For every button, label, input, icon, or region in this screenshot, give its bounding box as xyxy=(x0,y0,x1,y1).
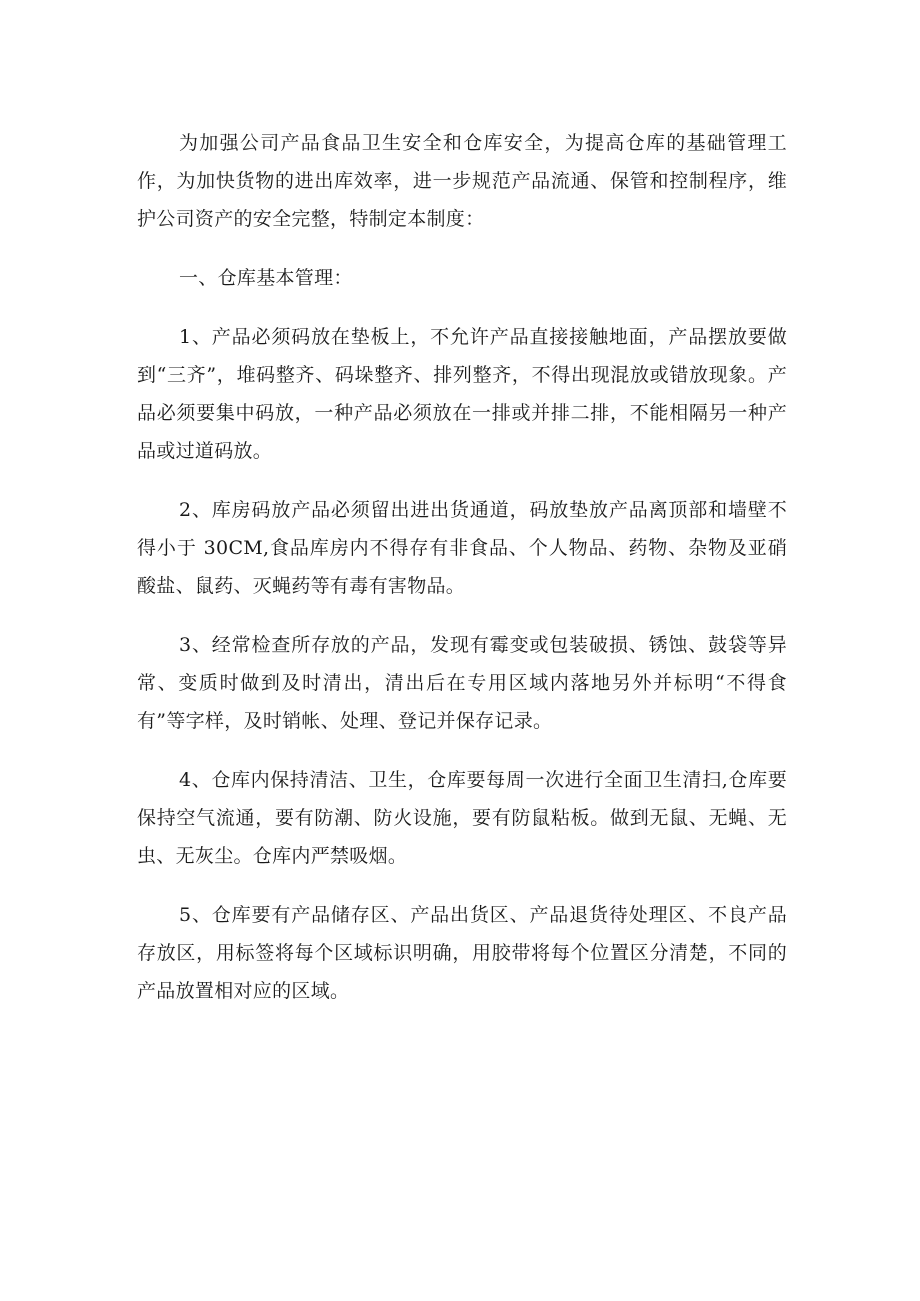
document-body xyxy=(137,124,787,1031)
rule-paragraph-2: 2、库房码放产品必须留出进出货通道，码放垫放产品离顶部和墙壁不得小于 30CM,食品库房内不得存有非食品、个人物品、药物、杂物及亚硝酸盐、鼠药、灭蝇药等有毒有害物品。 xyxy=(137,499,787,597)
rule-paragraph-4: 4、仓库内保持清洁、卫生，仓库要每周一次进行全面卫生清扫,仓库要保持空气流通，要有防潮、防火设施，要有防鼠粘板。做到无鼠、无蝇、无虫、无灰尘。仓库内严禁吸烟。 xyxy=(137,769,787,867)
rule-paragraph-3: 3、经常检查所存放的产品，发现有霉变或包装破损、锈蚀、鼓袋等异常、变质时做到及时清出，清出后在专用区域内落地另外并标明“不得食有”等字样，及时销帐、处理、登记并保存记录。 xyxy=(137,634,787,732)
intro-paragraph: 为加强公司产品食品卫生安全和仓库安全，为提高仓库的基础管理工作，为加快货物的进出库效率，进一步规范产品流通、保管和控制程序，维护公司资产的安全完整，特制定本制度： xyxy=(137,132,787,230)
rule-paragraph-5: 5、仓库要有产品储存区、产品出货区、产品退货待处理区、不良产品存放区，用标签将每个区域标识明确，用胶带将每个位置区分清楚，不同的产品放置相对应的区域。 xyxy=(137,904,787,1002)
rule-paragraph-1: 1、产品必须码放在垫板上，不允许产品直接接触地面，产品摆放要做到“三齐”，堆码整齐、码垛整齐、排列整齐，不得出现混放或错放现象。产品必须要集中码放，一种产品必须放在一排或并排二排，不能相隔另一种产品或过道码放。 xyxy=(137,326,787,462)
section-heading: 一、仓库基本管理： xyxy=(179,267,353,289)
